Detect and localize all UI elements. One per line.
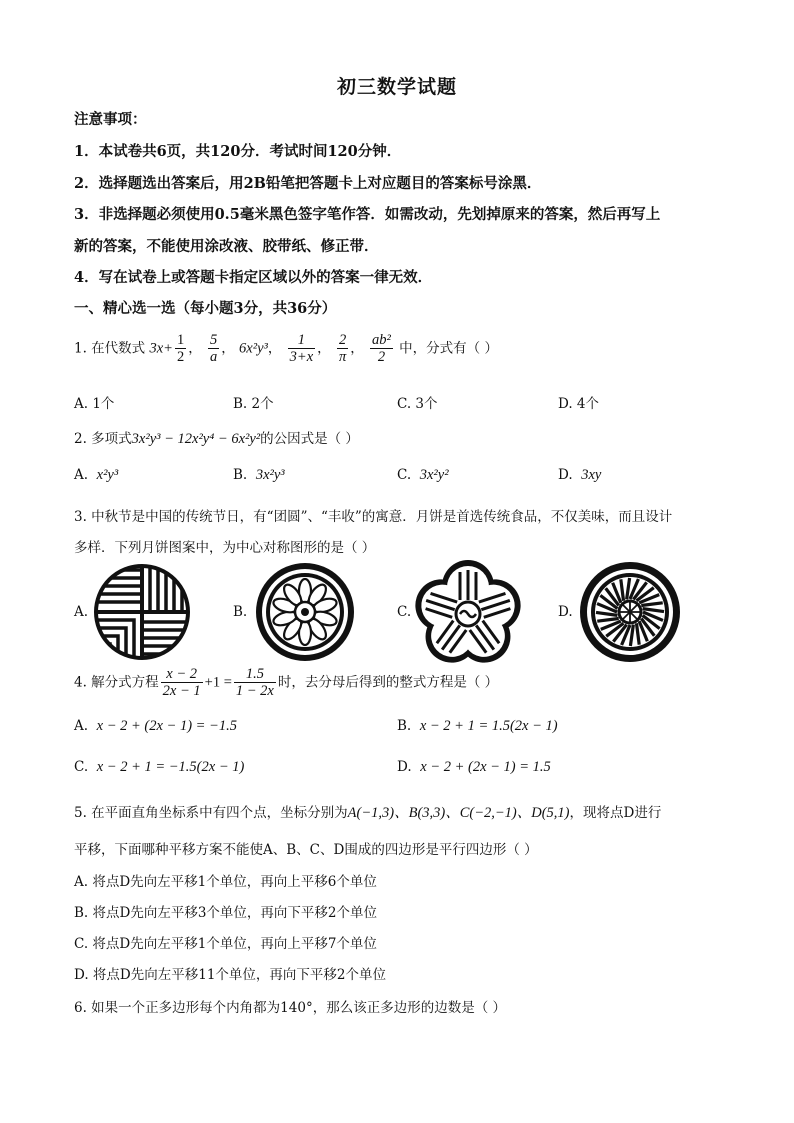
- notice-item-2: 2．选择题选出答案后，用2B铅笔把答题卡上对应题目的答案标号涂黑．: [74, 175, 542, 192]
- q1-frac-5: $\frac{2}{\pi}$: [338, 332, 347, 365]
- q2-suffix: 的公因式是（ ）: [260, 431, 359, 447]
- q4-suffix: 时，去分母后得到的整式方程是（ ）: [277, 674, 499, 691]
- notice-item-1: 1．本试卷共6页，共120分．考试时间120分钟．: [74, 143, 402, 160]
- question-3-line-2: 多样．下列月饼图案中，为中心对称图形的是（ ）: [74, 540, 376, 556]
- q2-expr: 3x²y³ − 12x²y⁴ − 6x²y²: [131, 431, 261, 447]
- mooncake-pattern-a: [92, 562, 192, 662]
- q4-prefix: 4. 解分式方程: [74, 674, 159, 691]
- q2-option-a: A. x²y³: [74, 467, 119, 483]
- q4-option-b: B. x − 2 + 1 = 1.5(2x − 1): [397, 718, 558, 734]
- notice-item-3: 3．非选择题必须使用0.5毫米黑色签字笔作答．如需改动，先划掉原来的答案，然后再写上: [74, 206, 661, 223]
- q3-option-a-label: A.: [74, 604, 89, 620]
- question-5-line-2: 平移，下面哪种平移方案不能使A、B、C、D围成的四边形是平行四边形（ ）: [74, 842, 538, 858]
- notice-item-4: 4．写在试卷上或答题卡指定区域以外的答案一律无效．: [74, 269, 433, 286]
- q2-prefix: 2. 多项式: [74, 431, 132, 447]
- q1-option-b: B. 2个: [233, 396, 274, 412]
- notice-item-3-cont: 新的答案，不能使用涂改液、胶带纸、修正带．: [74, 238, 379, 255]
- q4-frac-1: $\frac{x - 2}{2x - 1}$: [162, 666, 201, 699]
- question-1-stem: 1. 在代数式 3x+ $\frac{1}{2}$ ， $\frac{5}{a}$ ， 6x²y³， $\frac{1}{3+x}$ ， $\frac{2}{\pi}$ ， $\frac{\text{ab²}}{2}$ 中，分式有（ ）: [74, 332, 498, 365]
- q1-frac-2: $\frac{5}{a}$: [210, 332, 218, 365]
- page-title: 初三数学试题: [336, 76, 457, 98]
- notice-heading: 注意事项：: [74, 111, 147, 128]
- q2-option-b: B. 3x²y³: [233, 467, 285, 483]
- q1-option-d: D. 4个: [558, 396, 600, 412]
- section-heading: 一、精心选一选（每小题3分，共36分）: [74, 300, 337, 317]
- q1-expr-1a: 3x+: [149, 340, 173, 357]
- question-3-line-1: 3. 中秋节是中国的传统节日，有“团圆”、“丰收”的寓意．月饼是首选传统食品，不仅美味，而且设计: [74, 509, 673, 525]
- q2-option-d: D. 3xy: [558, 467, 602, 483]
- q4-option-a: A. x − 2 + (2x − 1) = −1.5: [74, 718, 237, 734]
- q4-mid: +1 =: [204, 674, 232, 691]
- mooncake-pattern-b: [253, 560, 357, 664]
- q1-suffix: 中，分式有（ ）: [399, 340, 498, 357]
- question-6: 6. 如果一个正多边形每个内角都为140°，那么该正多边形的边数是（ ）: [74, 1000, 506, 1016]
- q5-option-b: B. 将点D先向左平移3个单位，再向下平移2个单位: [74, 905, 378, 921]
- q3-option-d-label: D.: [558, 604, 573, 620]
- q2-option-c: C. 3x²y²: [397, 467, 449, 483]
- q3-option-c-label: C.: [397, 604, 412, 620]
- mooncake-pattern-c: [414, 558, 522, 666]
- q5-option-d: D. 将点D先向左平移11个单位，再向下平移2个单位: [74, 967, 387, 983]
- q4-frac-2: $\frac{1.5}{1 - 2x}$: [235, 666, 274, 699]
- q1-frac-4: $\frac{1}{3+x}$: [289, 332, 314, 365]
- q1-frac-1: $\frac{1}{2}$: [176, 332, 185, 365]
- q4-option-c: C. x − 2 + 1 = −1.5(2x − 1): [74, 759, 245, 775]
- question-5-line-1: 5. 在平面直角坐标系中有四个点，坐标分别为A(−1,3)、B(3,3)、C(−2,−1)、D(5,1)，现将点D进行: [74, 805, 662, 821]
- question-2-stem: [74, 427, 359, 448]
- q5-option-c: C. 将点D先向左平移1个单位，再向上平移7个单位: [74, 936, 377, 952]
- question-4-stem: [74, 666, 498, 699]
- q3-option-b-label: B.: [233, 604, 248, 620]
- q5-option-a: A. 将点D先向左平移1个单位，再向上平移6个单位: [74, 874, 377, 890]
- q1-option-c: C. 3个: [397, 396, 438, 412]
- q1-prefix: 1. 在代数式: [74, 340, 146, 357]
- q1-option-a: A. 1个: [74, 396, 115, 412]
- q1-frac-6: $\frac{\text{ab²}}{2}$: [372, 332, 391, 365]
- q4-option-d: D. x − 2 + (2x − 1) = 1.5: [397, 759, 551, 775]
- mooncake-pattern-d: [578, 560, 682, 664]
- q1-expr-3: 6x²y³: [239, 340, 268, 357]
